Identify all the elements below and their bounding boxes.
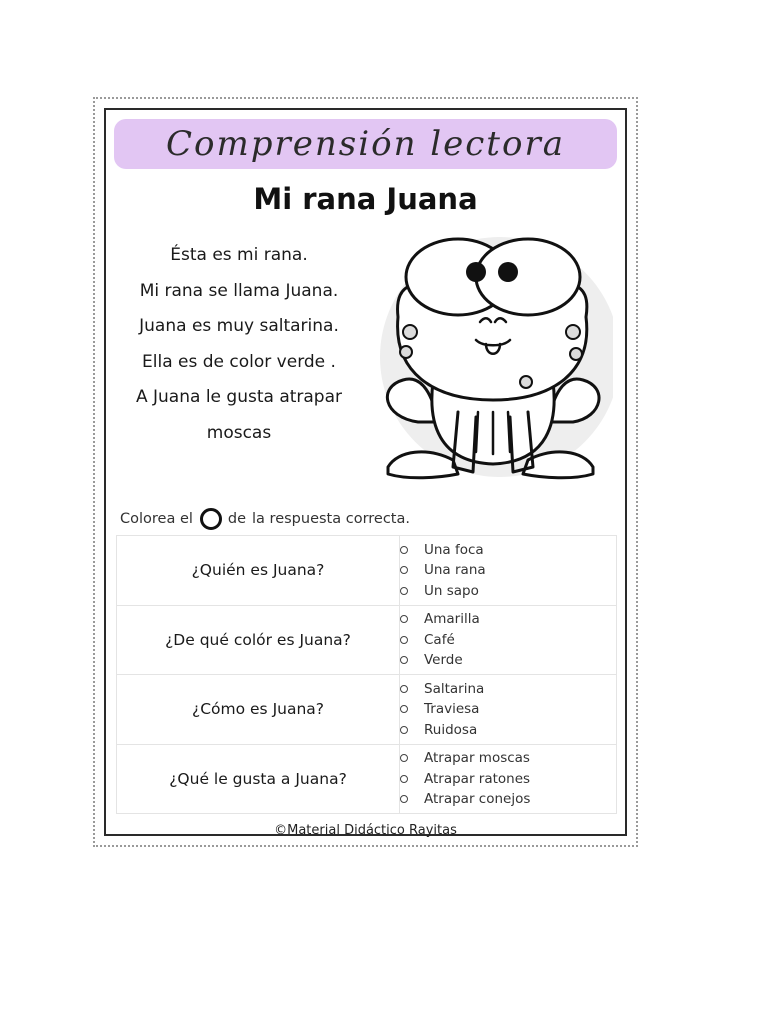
option-label: Saltarina [424, 680, 485, 697]
question-text: ¿De qué colór es Juana? [117, 605, 400, 675]
answer-option[interactable] [400, 679, 616, 700]
frog-spot [400, 346, 412, 358]
options-cell [400, 675, 617, 745]
worksheet-frame [104, 108, 627, 836]
option-label: Atrapar ratones [424, 770, 531, 787]
story-line: Juana es muy saltarina. [139, 316, 339, 336]
banner-text: Comprensión lectora [166, 124, 565, 164]
radio-circle-icon[interactable] [400, 615, 408, 623]
answer-option[interactable] [400, 769, 616, 790]
copyright-footer: ©Material Didáctico Rayitas [274, 823, 457, 838]
radio-circle-icon[interactable] [400, 587, 408, 595]
question-row [117, 744, 617, 814]
radio-circle-icon[interactable] [400, 795, 408, 803]
frog-illustration [358, 222, 613, 492]
option-label: Verde [424, 652, 463, 668]
title-banner [114, 119, 617, 169]
radio-circle-icon[interactable] [400, 754, 408, 762]
radio-circle-icon[interactable] [400, 705, 408, 713]
radio-circle-icon[interactable] [400, 775, 408, 783]
radio-circle-icon[interactable] [400, 636, 408, 644]
answer-option[interactable] [400, 540, 616, 561]
radio-circle-icon[interactable] [400, 546, 408, 554]
story-text [114, 238, 364, 451]
frog-left-foot [388, 452, 458, 478]
answer-option[interactable] [400, 650, 616, 671]
radio-circle-icon[interactable] [400, 566, 408, 574]
option-label: Atrapar conejos [424, 791, 531, 807]
option-label: Una foca [424, 541, 484, 558]
frog-eye-right [476, 239, 580, 315]
question-text: ¿Qué le gusta a Juana? [117, 744, 400, 814]
answer-option[interactable] [400, 630, 616, 651]
options-cell [400, 536, 617, 606]
radio-circle-icon[interactable] [400, 685, 408, 693]
story-line: Mi rana se llama Juana. [139, 280, 339, 301]
instruction-rest: la respuesta correcta. [252, 511, 410, 527]
circle-icon [200, 508, 222, 530]
instruction-before: Colorea el [120, 511, 193, 527]
option-label: Un sapo [424, 582, 479, 599]
question-row [117, 605, 617, 675]
options-cell [400, 605, 617, 675]
frog-spot [403, 325, 417, 339]
answer-option[interactable] [400, 560, 616, 581]
question-row [117, 536, 617, 606]
question-row [117, 675, 617, 745]
answer-option[interactable] [400, 720, 616, 741]
answer-option[interactable] [400, 609, 616, 630]
answer-option[interactable] [400, 789, 616, 810]
frog-pupil-left [466, 262, 486, 282]
frog-spot [520, 376, 532, 388]
question-text: ¿Quién es Juana? [117, 536, 400, 606]
questions-table [116, 535, 617, 814]
story-line: Ella es de color verde . [142, 351, 336, 372]
answer-option[interactable] [400, 699, 616, 720]
option-label: Traviesa [424, 701, 480, 717]
story-line: A Juana le gusta atrapar [135, 387, 343, 407]
radio-circle-icon[interactable] [400, 656, 408, 664]
option-label: Atrapar moscas [424, 750, 530, 766]
story-title: Mi rana Juana [253, 182, 478, 216]
frog-spot [566, 325, 580, 339]
answer-option[interactable] [400, 748, 616, 769]
option-label: Amarilla [424, 611, 480, 627]
frog-spot [570, 348, 582, 360]
story-line: moscas [206, 422, 272, 443]
instruction-after: de [227, 511, 247, 527]
instruction [120, 508, 410, 530]
answer-option[interactable] [400, 581, 616, 602]
option-label: Café [424, 631, 455, 648]
worksheet-border [93, 97, 638, 847]
story-line: Ésta es mi rana. [170, 245, 308, 265]
option-label: Ruidosa [424, 721, 478, 738]
options-cell [400, 744, 617, 814]
radio-circle-icon[interactable] [400, 726, 408, 734]
option-label: Una rana [424, 562, 486, 578]
frog-pupil-right [498, 262, 518, 282]
question-text: ¿Cómo es Juana? [117, 675, 400, 745]
